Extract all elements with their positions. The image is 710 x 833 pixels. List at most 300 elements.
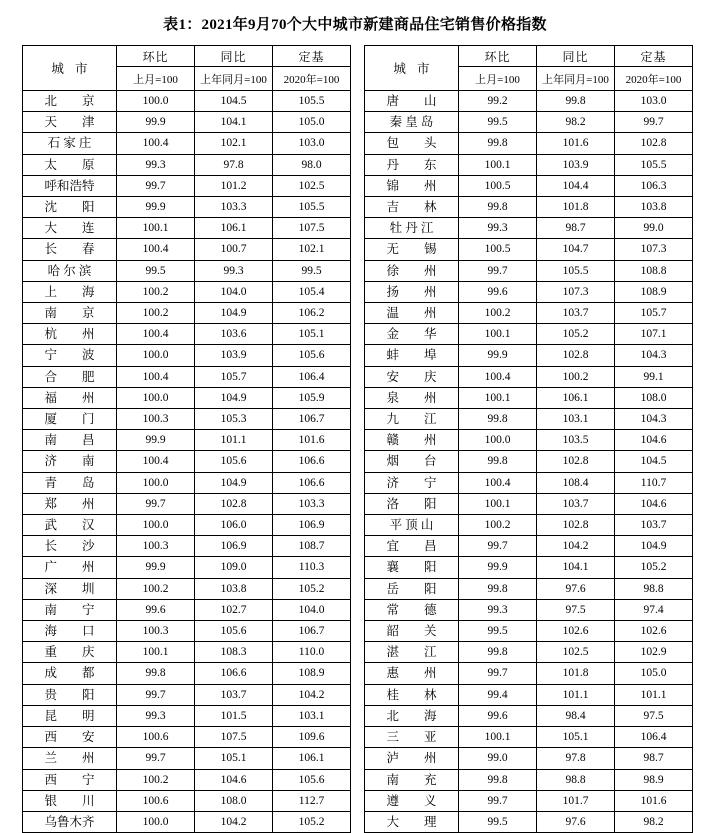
table-row: [23, 790, 693, 811]
table-row: [23, 197, 693, 218]
header-sub-yoy-left: 上年同月=100: [195, 67, 273, 91]
value-cell: 103.1: [537, 409, 615, 430]
value-cell: 108.4: [537, 472, 615, 493]
table-row: [23, 493, 693, 514]
city-name-right: 吉 林: [365, 197, 459, 218]
value-cell: 104.1: [537, 557, 615, 578]
city-name-right: 岳 阳: [365, 578, 459, 599]
city-name-right: 无 锡: [365, 239, 459, 260]
value-cell: 99.3: [117, 705, 195, 726]
value-cell: 112.7: [273, 790, 351, 811]
value-cell: 99.8: [117, 663, 195, 684]
value-cell: 108.9: [615, 281, 693, 302]
value-cell: 104.2: [537, 536, 615, 557]
value-cell: 98.7: [615, 748, 693, 769]
value-cell: 104.9: [195, 387, 273, 408]
value-cell: 109.6: [273, 727, 351, 748]
column-spacer: [351, 133, 365, 154]
value-cell: 110.7: [615, 472, 693, 493]
value-cell: 103.8: [195, 578, 273, 599]
city-name-right: 惠 州: [365, 663, 459, 684]
value-cell: 98.0: [273, 154, 351, 175]
value-cell: 99.7: [459, 260, 537, 281]
column-spacer: [351, 769, 365, 790]
city-name-left: 上 海: [23, 281, 117, 302]
value-cell: 108.0: [195, 790, 273, 811]
table-row: [23, 91, 693, 112]
value-cell: 104.3: [615, 409, 693, 430]
value-cell: 108.8: [615, 260, 693, 281]
value-cell: 104.6: [615, 493, 693, 514]
value-cell: 106.1: [195, 218, 273, 239]
header-group-yoy-right: 同比: [537, 46, 615, 67]
value-cell: 100.4: [117, 366, 195, 387]
value-cell: 99.9: [459, 345, 537, 366]
table-row: [23, 727, 693, 748]
city-name-left: 贵 阳: [23, 684, 117, 705]
value-cell: 105.6: [195, 451, 273, 472]
column-spacer: [351, 599, 365, 620]
value-cell: 99.5: [459, 811, 537, 832]
value-cell: 100.1: [117, 218, 195, 239]
city-name-left: 呼和浩特: [23, 175, 117, 196]
value-cell: 100.1: [459, 324, 537, 345]
value-cell: 97.5: [537, 599, 615, 620]
value-cell: 99.7: [459, 663, 537, 684]
value-cell: 100.2: [459, 515, 537, 536]
value-cell: 99.8: [459, 133, 537, 154]
table-row: [23, 324, 693, 345]
value-cell: 100.4: [117, 133, 195, 154]
value-cell: 99.4: [459, 684, 537, 705]
value-cell: 106.6: [273, 451, 351, 472]
value-cell: 106.6: [195, 663, 273, 684]
value-cell: 101.5: [195, 705, 273, 726]
value-cell: 107.1: [615, 324, 693, 345]
table-row: [23, 705, 693, 726]
value-cell: 106.6: [273, 472, 351, 493]
value-cell: 103.7: [537, 303, 615, 324]
value-cell: 106.2: [273, 303, 351, 324]
city-name-right: 锦 州: [365, 175, 459, 196]
city-name-left: 南 京: [23, 303, 117, 324]
value-cell: 101.1: [195, 430, 273, 451]
table-row: [23, 281, 693, 302]
value-cell: 100.0: [117, 345, 195, 366]
city-name-left: 郑 州: [23, 493, 117, 514]
value-cell: 97.8: [195, 154, 273, 175]
value-cell: 103.3: [195, 197, 273, 218]
value-cell: 102.5: [537, 642, 615, 663]
column-spacer: [351, 493, 365, 514]
value-cell: 106.4: [615, 727, 693, 748]
value-cell: 105.5: [615, 154, 693, 175]
value-cell: 103.7: [195, 684, 273, 705]
column-spacer: [351, 46, 365, 91]
city-name-left: 南 昌: [23, 430, 117, 451]
header-group-yoy-left: 同比: [195, 46, 273, 67]
header-sub-mom-left: 上月=100: [117, 67, 195, 91]
column-spacer: [351, 472, 365, 493]
value-cell: 105.1: [195, 748, 273, 769]
value-cell: 99.5: [459, 112, 537, 133]
column-spacer: [351, 91, 365, 112]
value-cell: 100.0: [117, 91, 195, 112]
header-sub-mom-right: 上月=100: [459, 67, 537, 91]
city-name-left: 厦 门: [23, 409, 117, 430]
value-cell: 108.3: [195, 642, 273, 663]
value-cell: 106.4: [273, 366, 351, 387]
value-cell: 104.2: [273, 684, 351, 705]
table-row: [23, 578, 693, 599]
value-cell: 105.6: [195, 621, 273, 642]
value-cell: 104.0: [273, 599, 351, 620]
city-name-right: 常 德: [365, 599, 459, 620]
value-cell: 104.4: [537, 175, 615, 196]
value-cell: 100.1: [117, 642, 195, 663]
table-row: [23, 303, 693, 324]
table-row: [23, 557, 693, 578]
city-name-right: 洛 阳: [365, 493, 459, 514]
city-name-left: 长 春: [23, 239, 117, 260]
column-spacer: [351, 663, 365, 684]
value-cell: 99.9: [117, 112, 195, 133]
value-cell: 100.1: [459, 154, 537, 175]
city-name-right: 遵 义: [365, 790, 459, 811]
value-cell: 104.7: [537, 239, 615, 260]
value-cell: 108.7: [273, 536, 351, 557]
value-cell: 100.2: [459, 303, 537, 324]
column-spacer: [351, 324, 365, 345]
header-city-left: 城 市: [23, 46, 117, 91]
value-cell: 99.8: [459, 197, 537, 218]
city-name-right: 韶 关: [365, 621, 459, 642]
city-name-right: 赣 州: [365, 430, 459, 451]
value-cell: 99.3: [195, 260, 273, 281]
city-name-right: 烟 台: [365, 451, 459, 472]
value-cell: 100.3: [117, 621, 195, 642]
value-cell: 99.2: [459, 91, 537, 112]
table-row: [23, 366, 693, 387]
value-cell: 97.6: [537, 811, 615, 832]
table-row: [23, 451, 693, 472]
value-cell: 99.8: [459, 769, 537, 790]
city-name-left: 广 州: [23, 557, 117, 578]
value-cell: 106.7: [273, 409, 351, 430]
value-cell: 99.9: [117, 557, 195, 578]
city-name-right: 丹 东: [365, 154, 459, 175]
value-cell: 100.2: [117, 769, 195, 790]
value-cell: 100.0: [117, 472, 195, 493]
value-cell: 99.8: [459, 409, 537, 430]
column-spacer: [351, 790, 365, 811]
column-spacer: [351, 387, 365, 408]
city-name-right: 济 宁: [365, 472, 459, 493]
value-cell: 99.7: [117, 748, 195, 769]
value-cell: 108.9: [273, 663, 351, 684]
value-cell: 101.7: [537, 790, 615, 811]
value-cell: 105.3: [195, 409, 273, 430]
city-name-left: 武 汉: [23, 515, 117, 536]
value-cell: 97.4: [615, 599, 693, 620]
column-spacer: [351, 515, 365, 536]
value-cell: 102.9: [615, 642, 693, 663]
value-cell: 101.1: [615, 684, 693, 705]
value-cell: 105.5: [273, 91, 351, 112]
table-row: [23, 472, 693, 493]
city-name-right: 徐 州: [365, 260, 459, 281]
value-cell: 101.6: [273, 430, 351, 451]
value-cell: 100.3: [117, 409, 195, 430]
value-cell: 99.7: [117, 493, 195, 514]
value-cell: 98.2: [537, 112, 615, 133]
city-name-left: 大 连: [23, 218, 117, 239]
city-name-right: 温 州: [365, 303, 459, 324]
city-name-right: 桂 林: [365, 684, 459, 705]
value-cell: 101.8: [537, 663, 615, 684]
city-name-left: 北 京: [23, 91, 117, 112]
value-cell: 100.1: [459, 387, 537, 408]
value-cell: 100.2: [117, 578, 195, 599]
column-spacer: [351, 345, 365, 366]
value-cell: 97.5: [615, 705, 693, 726]
value-cell: 99.8: [459, 578, 537, 599]
table-row: [23, 345, 693, 366]
header-group-base-left: 定基: [273, 46, 351, 67]
value-cell: 107.5: [273, 218, 351, 239]
value-cell: 98.9: [615, 769, 693, 790]
value-cell: 99.3: [117, 154, 195, 175]
table-header: [23, 46, 693, 91]
value-cell: 102.6: [615, 621, 693, 642]
table-row: [23, 621, 693, 642]
value-cell: 99.8: [459, 451, 537, 472]
city-name-left: 乌鲁木齐: [23, 811, 117, 832]
table-row: [23, 112, 693, 133]
city-name-right: 唐 山: [365, 91, 459, 112]
value-cell: 104.3: [615, 345, 693, 366]
city-name-right: 平 顶 山: [365, 515, 459, 536]
value-cell: 106.7: [273, 621, 351, 642]
value-cell: 105.5: [537, 260, 615, 281]
value-cell: 99.0: [615, 218, 693, 239]
city-name-right: 南 充: [365, 769, 459, 790]
value-cell: 105.6: [273, 769, 351, 790]
table-body: [23, 91, 693, 833]
table-row: [23, 684, 693, 705]
value-cell: 106.3: [615, 175, 693, 196]
header-group-mom-right: 环比: [459, 46, 537, 67]
column-spacer: [351, 748, 365, 769]
city-name-left: 杭 州: [23, 324, 117, 345]
column-spacer: [351, 154, 365, 175]
value-cell: 106.9: [195, 536, 273, 557]
price-index-table-wrap: [0, 45, 710, 833]
value-cell: 106.9: [273, 515, 351, 536]
page-title: 表1：2021年9月70个大中城市新建商品住宅销售价格指数: [163, 17, 547, 33]
city-name-left: 福 州: [23, 387, 117, 408]
value-cell: 99.6: [117, 599, 195, 620]
column-spacer: [351, 684, 365, 705]
value-cell: 105.5: [273, 197, 351, 218]
value-cell: 109.0: [195, 557, 273, 578]
city-name-right: 秦 皇 岛: [365, 112, 459, 133]
value-cell: 100.4: [117, 239, 195, 260]
column-spacer: [351, 557, 365, 578]
header-group-base-right: 定基: [615, 46, 693, 67]
table-row: [23, 260, 693, 281]
value-cell: 100.2: [537, 366, 615, 387]
city-name-right: 泸 州: [365, 748, 459, 769]
value-cell: 102.5: [273, 175, 351, 196]
city-name-left: 合 肥: [23, 366, 117, 387]
value-cell: 98.8: [537, 769, 615, 790]
value-cell: 101.6: [537, 133, 615, 154]
value-cell: 107.5: [195, 727, 273, 748]
value-cell: 99.5: [273, 260, 351, 281]
value-cell: 99.0: [459, 748, 537, 769]
city-name-right: 金 华: [365, 324, 459, 345]
value-cell: 110.0: [273, 642, 351, 663]
value-cell: 99.7: [117, 175, 195, 196]
value-cell: 103.6: [195, 324, 273, 345]
city-name-right: 襄 阳: [365, 557, 459, 578]
value-cell: 100.1: [459, 727, 537, 748]
city-name-left: 深 圳: [23, 578, 117, 599]
city-name-right: 九 江: [365, 409, 459, 430]
value-cell: 102.8: [195, 493, 273, 514]
table-row: [23, 663, 693, 684]
table-row: [23, 599, 693, 620]
value-cell: 106.1: [537, 387, 615, 408]
header-sub-base-left: 2020年=100: [273, 67, 351, 91]
value-cell: 106.0: [195, 515, 273, 536]
value-cell: 105.1: [273, 324, 351, 345]
column-spacer: [351, 218, 365, 239]
column-spacer: [351, 281, 365, 302]
value-cell: 100.4: [117, 324, 195, 345]
city-name-left: 兰 州: [23, 748, 117, 769]
column-spacer: [351, 366, 365, 387]
value-cell: 102.8: [537, 345, 615, 366]
value-cell: 97.6: [537, 578, 615, 599]
value-cell: 100.4: [117, 451, 195, 472]
city-name-right: 包 头: [365, 133, 459, 154]
column-spacer: [351, 705, 365, 726]
value-cell: 104.9: [195, 472, 273, 493]
value-cell: 100.0: [117, 811, 195, 832]
column-spacer: [351, 811, 365, 832]
header-group-mom-left: 环比: [117, 46, 195, 67]
value-cell: 104.9: [615, 536, 693, 557]
column-spacer: [351, 578, 365, 599]
value-cell: 100.0: [459, 430, 537, 451]
value-cell: 99.9: [117, 197, 195, 218]
column-spacer: [351, 409, 365, 430]
column-spacer: [351, 303, 365, 324]
city-name-left: 石 家 庄: [23, 133, 117, 154]
value-cell: 98.4: [537, 705, 615, 726]
city-name-right: 牡 丹 江: [365, 218, 459, 239]
city-name-left: 太 原: [23, 154, 117, 175]
value-cell: 105.6: [273, 345, 351, 366]
table-row: [23, 769, 693, 790]
city-name-left: 银 川: [23, 790, 117, 811]
city-name-left: 南 宁: [23, 599, 117, 620]
table-row: [23, 748, 693, 769]
value-cell: 99.8: [459, 642, 537, 663]
city-name-left: 天 津: [23, 112, 117, 133]
table-row: [23, 239, 693, 260]
value-cell: 105.2: [273, 578, 351, 599]
header-sub-yoy-right: 上年同月=100: [537, 67, 615, 91]
value-cell: 105.7: [195, 366, 273, 387]
value-cell: 104.2: [195, 811, 273, 832]
city-name-left: 西 安: [23, 727, 117, 748]
value-cell: 108.0: [615, 387, 693, 408]
column-spacer: [351, 260, 365, 281]
column-spacer: [351, 642, 365, 663]
value-cell: 103.9: [195, 345, 273, 366]
value-cell: 99.6: [459, 705, 537, 726]
city-name-left: 长 沙: [23, 536, 117, 557]
value-cell: 103.0: [615, 91, 693, 112]
city-name-right: 泉 州: [365, 387, 459, 408]
table-row: [23, 430, 693, 451]
value-cell: 100.6: [117, 727, 195, 748]
value-cell: 99.3: [459, 599, 537, 620]
value-cell: 99.8: [537, 91, 615, 112]
value-cell: 99.5: [459, 621, 537, 642]
table-row: [23, 218, 693, 239]
column-spacer: [351, 112, 365, 133]
value-cell: 110.3: [273, 557, 351, 578]
value-cell: 102.1: [273, 239, 351, 260]
value-cell: 103.7: [537, 493, 615, 514]
value-cell: 105.0: [273, 112, 351, 133]
value-cell: 105.2: [273, 811, 351, 832]
value-cell: 101.2: [195, 175, 273, 196]
column-spacer: [351, 727, 365, 748]
city-name-right: 宜 昌: [365, 536, 459, 557]
city-name-left: 重 庆: [23, 642, 117, 663]
value-cell: 103.3: [273, 493, 351, 514]
value-cell: 99.5: [117, 260, 195, 281]
value-cell: 104.9: [195, 303, 273, 324]
city-name-left: 沈 阳: [23, 197, 117, 218]
city-name-left: 济 南: [23, 451, 117, 472]
value-cell: 99.7: [117, 684, 195, 705]
table-row: [23, 154, 693, 175]
column-spacer: [351, 430, 365, 451]
value-cell: 99.9: [117, 430, 195, 451]
city-name-left: 西 宁: [23, 769, 117, 790]
value-cell: 104.6: [615, 430, 693, 451]
value-cell: 100.6: [117, 790, 195, 811]
value-cell: 100.4: [459, 366, 537, 387]
value-cell: 98.8: [615, 578, 693, 599]
city-name-left: 宁 波: [23, 345, 117, 366]
value-cell: 104.0: [195, 281, 273, 302]
value-cell: 100.1: [459, 493, 537, 514]
value-cell: 99.7: [459, 790, 537, 811]
value-cell: 107.3: [615, 239, 693, 260]
value-cell: 107.3: [537, 281, 615, 302]
city-name-left: 成 都: [23, 663, 117, 684]
value-cell: 101.6: [615, 790, 693, 811]
table-row: [23, 409, 693, 430]
value-cell: 105.0: [615, 663, 693, 684]
